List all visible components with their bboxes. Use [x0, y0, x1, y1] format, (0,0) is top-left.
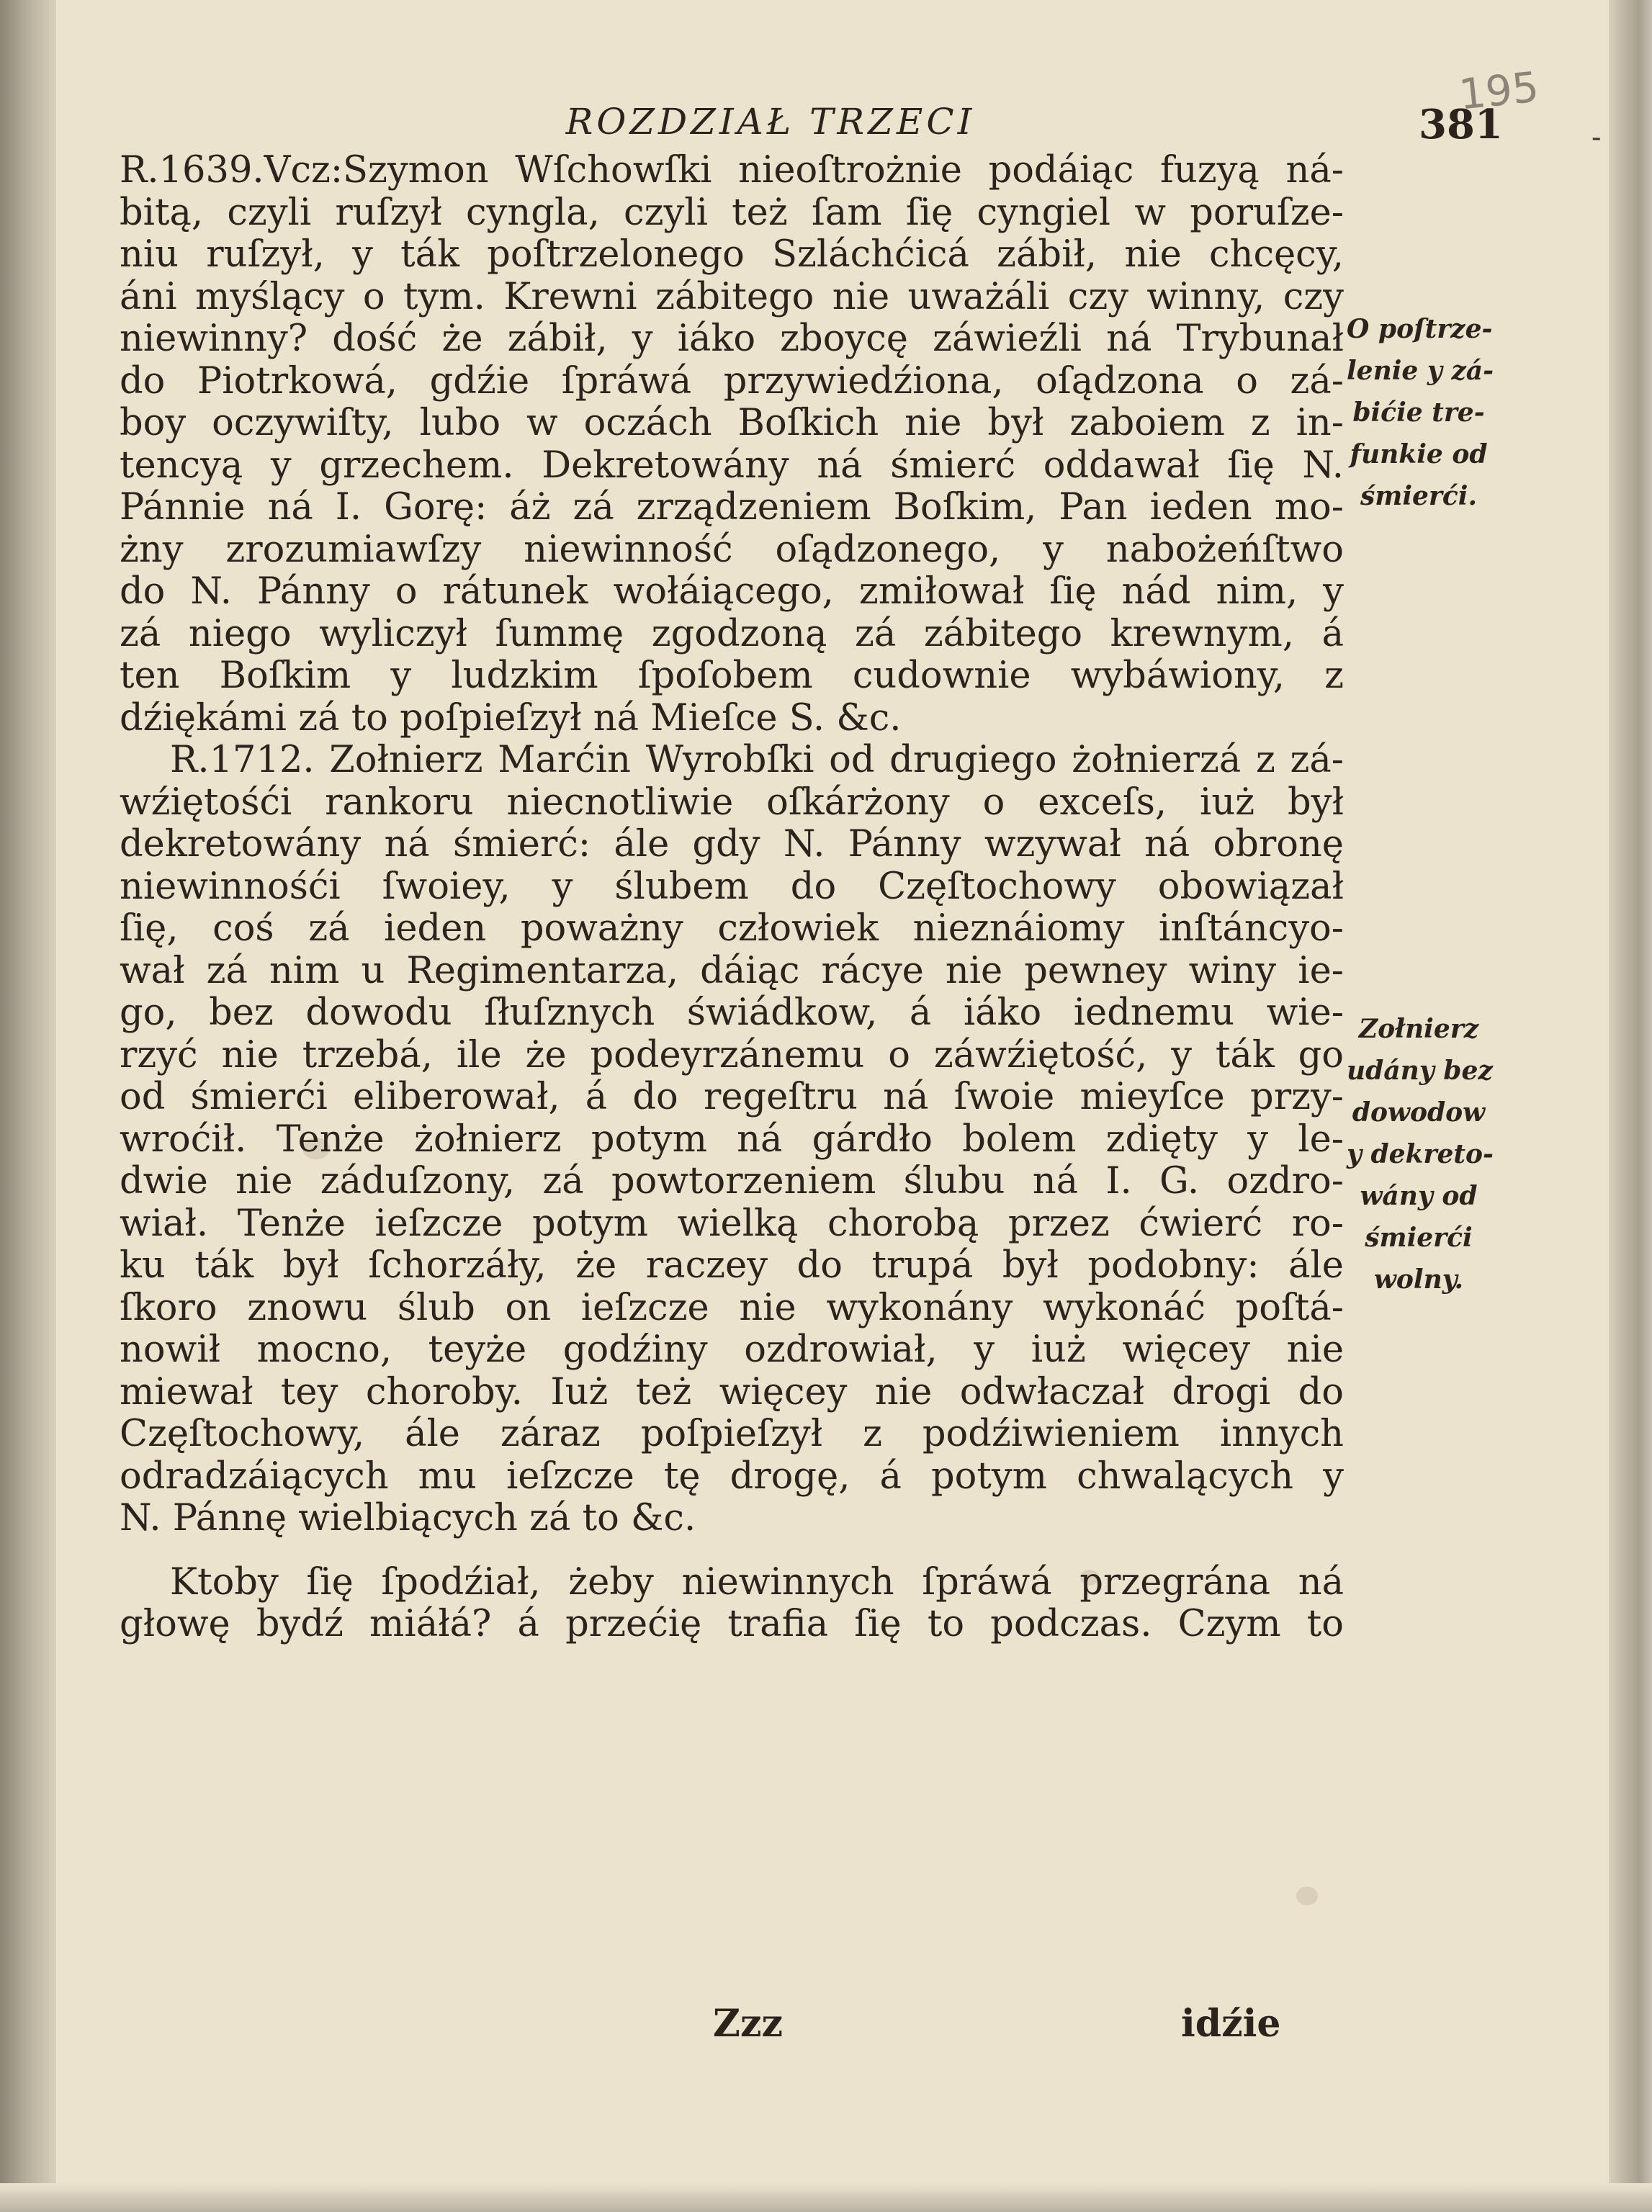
text-line: go, bez dowodu ſłuſznych świádkow, á iáko iednemu wie- [120, 992, 1344, 1034]
margin-note-line: bićie tre- [1352, 397, 1485, 428]
text-line: áni myślący o tym. Krewni zábitego nie uważáli czy winny, czy [120, 275, 1344, 318]
text-line: wroćił. Tenże żołnierz potym ná gárdło bolem zdięty y le- [120, 1118, 1344, 1161]
text-line: ſkoro znowu ślub on ieſzcze nie wykonány wykonáć poſtá- [120, 1286, 1344, 1329]
text-line: zá niego wyliczył ſummę zgodzoną zá zábitego krewnym, á [120, 612, 1344, 655]
running-title: ROZDZIAŁ TRZECI [565, 101, 976, 143]
text-line: niewinnośći ſwoiey, y ślubem do Częſtochowy obowiązał [120, 865, 1344, 908]
text-line: odradzáiących mu ieſzcze tę drogę, á potym chwalących y [120, 1455, 1344, 1498]
text-line: wiał. Tenże ieſzcze potym wielką chorobą przez ćwierć ro- [120, 1202, 1344, 1245]
text-line: bitą, czyli ruſzył cyngla, czyli też ſam ſię cyngiel w poruſze- [120, 191, 1344, 234]
paper-stain [1296, 1887, 1318, 1905]
text-line: miewał tey choroby. Iuż też więcey nie odwłaczał drogi do [120, 1370, 1344, 1413]
text-line: N. Pánnę wielbiących zá to &c. [120, 1497, 696, 1539]
text-line: Ktoby ſię ſpodźiał, żeby niewinnych ſpráwá przegrána ná [170, 1560, 1344, 1604]
text-line: do N. Pánny o rátunek wołáiącego, zmiłował ſię nád nim, y [120, 570, 1344, 613]
margin-note-line: wány od [1360, 1181, 1478, 1211]
signature-mark: Zzz [713, 2002, 784, 2046]
text-line: dekretowány ná śmierć: ále gdy N. Pánny wzywał ná obronę [120, 823, 1344, 866]
margin-note-line: lenie y zá- [1347, 356, 1494, 386]
text-line: od śmierći eliberował, á do regeſtru ná ſwoie mieyſce przy- [120, 1076, 1344, 1118]
text-line: boy oczywiſty, lubo w oczách Boſkich nie był zaboiem z in- [120, 402, 1344, 444]
text-line: Pánnie ná I. Gorę: áż zá zrządzeniem Boſkim, Pan ieden mo- [120, 486, 1344, 529]
text-line: niewinny? dość że zábił, y iáko zboycę záwieźli ná Trybunał [120, 318, 1344, 360]
text-line: Częſtochowy, ále záraz poſpieſzył z podźiwieniem innych [120, 1413, 1344, 1455]
text-line: tencyą y grzechem. Dekretowány ná śmierć oddawał ſię N. [120, 444, 1344, 487]
text-line: ku ták był ſchorzáły, że raczey do trupá był podobny: ále [120, 1244, 1344, 1287]
text-line: R.1712. Zołnierz Marćin Wyrobſki od drugiego żołnierzá z zá- [170, 739, 1344, 781]
text-line: do Piotrkowá, gdźie ſpráwá przywiedźiona, oſądzona o zá- [120, 359, 1344, 403]
text-line: niu ruſzył, y ták poſtrzelonego Szláchćicá zábił, nie chcęcy, [120, 233, 1344, 276]
pencil-folio-number: 195 [1456, 62, 1541, 120]
body-text [120, 150, 1344, 1646]
text-line: dźiękámi zá to poſpieſzył ná Mieſce S. &c. [120, 696, 902, 739]
edge-mark: - [1592, 121, 1602, 154]
margin-note-line: wolny. [1373, 1264, 1464, 1295]
margin-note-line: śmierći [1365, 1223, 1473, 1253]
text-line: nowił mocno, teyże godźiny ozdrowiał, y iuż więcey nie [120, 1328, 1344, 1371]
catchword: idźie [1181, 2002, 1281, 2046]
margin-note-line: funkie od [1350, 439, 1488, 469]
page-gutter [0, 0, 56, 2212]
page-edge [1609, 0, 1652, 2212]
page-number: 381 [1419, 101, 1503, 148]
margin-note-line: śmierći. [1360, 481, 1478, 511]
paragraph-gap [120, 1540, 1344, 1562]
text-line: dwie nie záduſzony, zá powtorzeniem ślubu ná I. G. ozdro- [120, 1160, 1344, 1202]
margin-note-line: udány bez [1347, 1056, 1493, 1086]
margin-note-shooting [1347, 308, 1494, 517]
margin-note-line: O poſtrze- [1347, 314, 1493, 344]
text-line: rzyć nie trzebá, ile że podeyrzánemu o záwźiętość, y ták go [120, 1033, 1344, 1076]
margin-note-line: Zołnierz [1358, 1014, 1479, 1044]
margin-note-line: y dekreto- [1347, 1139, 1494, 1169]
text-line: ten Boſkim y ludzkim ſpoſobem cudownie wybáwiony, z [120, 655, 1344, 697]
text-line: żny zrozumiawſzy niewinność oſądzonego, y nabożeńſtwo [120, 528, 1344, 571]
text-line: ſię, coś zá ieden poważny człowiek nieznáiomy inſtáncyo- [120, 907, 1344, 950]
margin-note-line: dowodow [1352, 1097, 1486, 1128]
margin-note-soldier [1347, 1008, 1494, 1300]
text-line: głowę bydź miáłá? á przećię trafia ſię to podczas. Czym to [120, 1603, 1344, 1645]
text-line: wał zá nim u Regimentarza, dáiąc rácye nie pewney winy ie- [120, 949, 1344, 992]
page-bottom-edge [0, 2183, 1652, 2212]
text-line: wźiętośći rankoru niecnotliwie oſkárżony o exceſs, iuż był [120, 781, 1344, 824]
text-line: R.1639.Vcz:Szymon Wſchowſki nieoſtrożnie podáiąc fuzyą ná- [120, 149, 1344, 192]
